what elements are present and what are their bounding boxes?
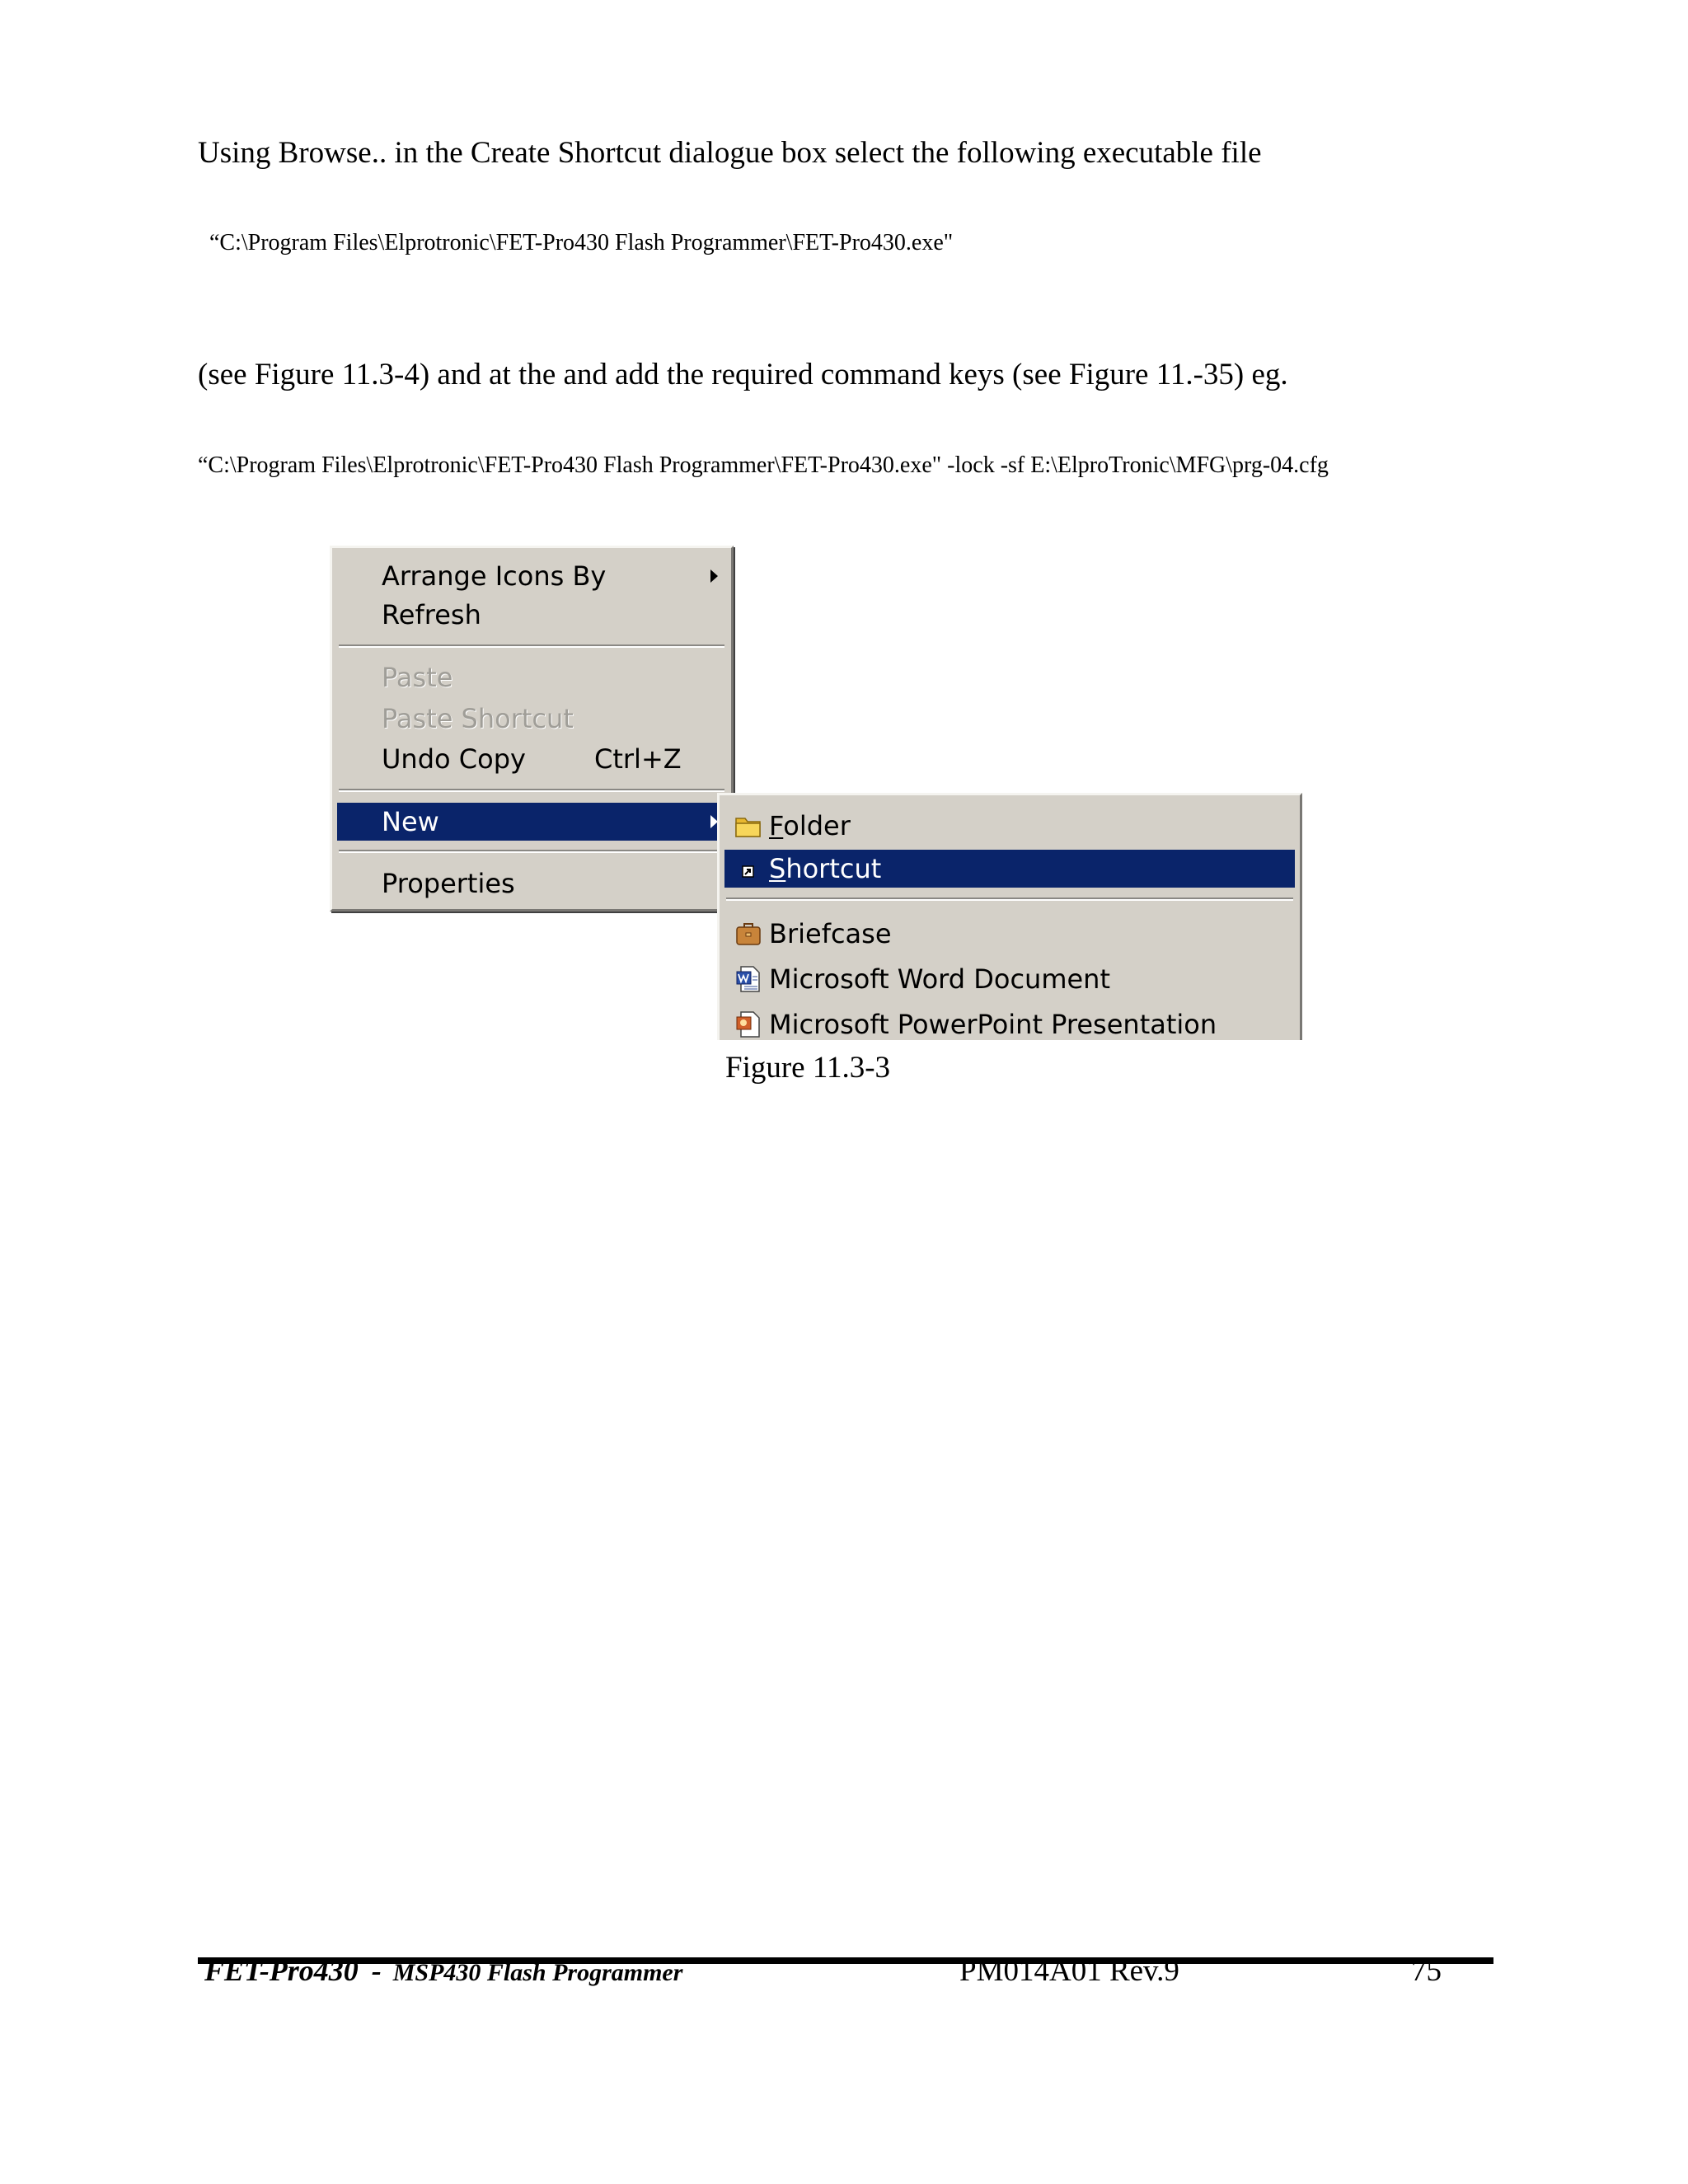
menu-item-label: Microsoft PowerPoint Presentation [769, 1009, 1217, 1040]
executable-path: “C:\Program Files\Elprotronic\FET-Pro430 Flash Programmer\FET-Pro430.exe" [209, 230, 954, 255]
menu-item-properties[interactable] [337, 865, 726, 902]
page-number: 75 [1411, 1954, 1442, 1988]
footer-product: FET-Pro430 [204, 1954, 359, 1987]
menu-separator [339, 850, 724, 853]
submenu-item-briefcase[interactable] [724, 915, 1295, 953]
menu-item-paste [337, 658, 726, 696]
submenu-arrow-icon [710, 569, 718, 583]
submenu-item-powerpoint-presentation[interactable] [724, 1005, 1295, 1043]
menu-item-label: Paste Shortcut [382, 703, 574, 734]
menu-item-label: Microsoft Word Document [769, 963, 1110, 995]
menu-item-label: Properties [382, 868, 515, 899]
menu-separator [726, 898, 1293, 901]
new-submenu [717, 793, 1302, 1040]
footer-subtitle: MSP430 Flash Programmer [392, 1959, 683, 1986]
figure-caption: Figure 11.3-3 [725, 1051, 891, 1085]
keyboard-shortcut: Ctrl+Z [594, 743, 682, 775]
menu-separator [339, 644, 724, 648]
word-document-icon [734, 965, 762, 993]
menu-item-label: Briefcase [769, 918, 892, 949]
shortcut-icon [734, 855, 762, 883]
menu-item-undo-copy[interactable] [337, 740, 726, 778]
mnemonic-letter: F [769, 810, 784, 841]
menu-item-label: Refresh [382, 599, 481, 630]
briefcase-icon [734, 920, 762, 948]
menu-item-label: Paste [382, 662, 453, 693]
instruction-paragraph-1: Using Browse.. in the Create Shortcut dialogue box select the following executable file [198, 136, 1262, 170]
desktop-context-menu [330, 546, 734, 912]
submenu-item-shortcut[interactable] [724, 850, 1295, 888]
powerpoint-icon [734, 1010, 762, 1038]
menu-item-refresh[interactable] [337, 596, 726, 634]
menu-item-label: Undo Copy [382, 743, 526, 775]
menu-item-label: hortcut [785, 853, 882, 884]
submenu-item-folder[interactable] [724, 807, 1295, 845]
command-line-example: “C:\Program Files\Elprotronic\FET-Pro430 Flash Programmer\FET-Pro430.exe" -lock -sf E:\ElproTronic\MFG\prg-04.cfg [198, 452, 1329, 478]
menu-item-label: Arrange Icons By [382, 560, 607, 592]
menu-item-new[interactable] [337, 803, 726, 841]
menu-separator [339, 789, 724, 792]
footer-doc-id: PM014A01 Rev.9 [959, 1954, 1179, 1988]
menu-item-label: older [783, 810, 851, 841]
footer-dash: - [371, 1954, 382, 1987]
folder-icon [734, 812, 762, 840]
menu-item-arrange-icons-by[interactable] [337, 557, 726, 595]
menu-item-paste-shortcut [337, 700, 726, 738]
instruction-paragraph-2: (see Figure 11.3-4) and at the and add the required command keys (see Figure 11.-35) eg. [198, 358, 1288, 391]
submenu-item-word-document[interactable] [724, 960, 1295, 998]
mnemonic-letter: S [769, 853, 786, 884]
footer-left [204, 1953, 682, 1988]
menu-item-label: New [382, 806, 439, 837]
